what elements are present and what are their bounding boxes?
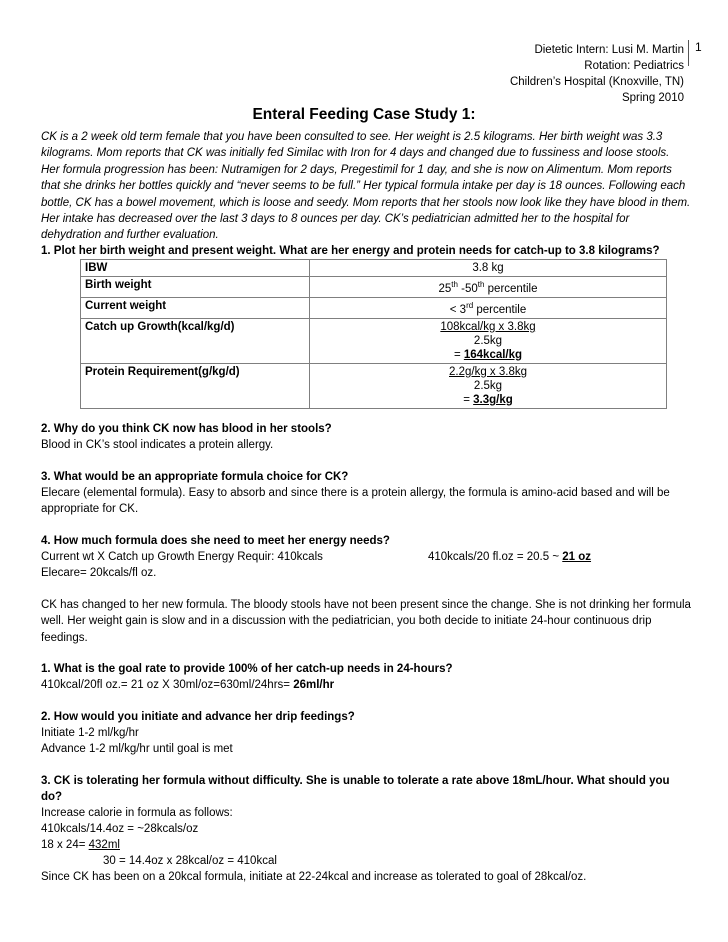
header-hospital: Children’s Hospital (Knoxville, TN)	[509, 76, 684, 88]
answer-goal-rate-text: 410kcal/20fl oz.= 21 oz X 30ml/oz=630ml/24hrs=	[41, 679, 294, 691]
answer-4-result	[428, 549, 591, 565]
answer-goal-rate	[41, 677, 334, 693]
answer-tolerance-calc-1: 410kcals/14.4oz = ~28kcals/oz	[41, 823, 199, 835]
answer-tolerance-calc-3: 30 = 14.4oz x 28kcal/oz = 410kcal	[103, 855, 277, 867]
current-weight-value	[310, 297, 667, 318]
birth-weight-value	[310, 277, 667, 298]
protein-result-value: 3.3g/kg	[473, 393, 513, 406]
answer-3: Elecare (elemental formula). Easy to absorb and since there is a protein allergy, the formula is amino-acid based and will be appropriate for CK.	[41, 487, 670, 516]
birth-weight-sup: th	[451, 280, 458, 289]
birth-weight-label: Birth weight	[81, 277, 310, 298]
answer-4-result-text: 410kcals/20 fl.oz = 20.5 ~	[428, 551, 563, 563]
question-goal-rate: 1. What is the goal rate to provide 100% of her catch-up needs in 24-hours?	[41, 663, 453, 675]
answer-tolerance-calc-2	[41, 837, 120, 853]
question-4: 4. How much formula does she need to meet her energy needs?	[41, 535, 390, 547]
table-row	[81, 363, 667, 408]
answer-tolerance-calc-2-value: 432ml	[88, 839, 120, 851]
catchup-growth-value	[310, 318, 667, 363]
answer-initiate: Initiate 1-2 ml/kg/hr	[41, 727, 139, 739]
table-row	[81, 297, 667, 318]
birth-weight-text: percentile	[484, 282, 538, 295]
birth-weight-sup: th	[477, 280, 485, 289]
question-2: 2. Why do you think CK now has blood in her stools?	[41, 423, 332, 435]
answer-tolerance-intro: Increase calorie in formula as follows:	[41, 807, 233, 819]
catchup-denominator: 2.5kg	[473, 334, 503, 347]
case-update: CK has changed to her new formula. The bloody stools have not been present since the change. She is not drinking her formula well. Her weight gain is slow and in a discussion with the pediatrician, you both decide to initiate 24-hour continuous drip feedings.	[41, 599, 691, 644]
current-weight-text: percentile	[473, 303, 527, 316]
case-description: CK is a 2 week old term female that you have been consulted to see. Her weight is 2.5 kilograms. Her birth weight was 3.3 kilograms. Mom reports that CK was initially fed Similac with Iron for 4 days and changed due to fussiness and loose stools. Her formula progression has been: Nutramigen for 2 days, Pregestimil for 1 day, and she is now on Alimentum. Mom reports that she drinks her bottles quickly and “never seems to be full.” Her typical formula intake per day is 18 ounces. Following each bottle, CK has a bowel movement, which is loose and seedy. Mom reports that her stools now look like they have blood in them. Her intake has decreased over the last 3 days to 8 ounces per day. CK’s pediatrician admitted her to the hospital for dehydration and further evaluation.	[41, 131, 691, 242]
header-term: Spring 2010	[621, 92, 684, 104]
answer-4-result-value: 21 oz	[562, 551, 592, 563]
answer-advance: Advance 1-2 ml/kg/hr until goal is met	[41, 743, 233, 755]
protein-numerator: 2.2g/kg x 3.8kg	[449, 365, 527, 378]
birth-weight-text: -50	[457, 282, 478, 295]
table-row	[81, 277, 667, 298]
protein-requirement-value	[310, 363, 667, 408]
answer-4-formula-density: Elecare= 20kcals/fl oz.	[41, 567, 157, 579]
answer-tolerance-calc-2-text: 18 x 24=	[41, 839, 89, 851]
current-weight-text: < 3	[449, 303, 467, 316]
current-weight-sup: rd	[466, 300, 474, 310]
page-number: 1	[688, 40, 702, 66]
catchup-result	[314, 348, 662, 362]
catchup-result-value: 164kcal/kg	[463, 348, 523, 361]
answer-4-calculation: Current wt X Catch up Growth Energy Requir: 410kcals	[41, 551, 323, 563]
question-3: 3. What would be an appropriate formula choice for CK?	[41, 471, 349, 483]
protein-requirement-label: Protein Requirement(g/kg/d)	[81, 363, 310, 408]
protein-denominator: 2.5kg	[473, 379, 503, 392]
question-1: 1. Plot her birth weight and present weight. What are her energy and protein needs for catch-up to 3.8 kilograms?	[41, 245, 660, 257]
answer-tolerance-plan: Since CK has been on a 20kcal formula, initiate at 22-24kcal and increase as tolerated to goal of 28kcal/oz.	[41, 871, 587, 883]
ibw-value: 3.8 kg	[310, 260, 667, 277]
assessment-table	[80, 259, 667, 409]
protein-equals: =	[463, 393, 474, 406]
catchup-growth-label: Catch up Growth(kcal/kg/d)	[81, 318, 310, 363]
document-title: Enteral Feeding Case Study 1:	[252, 106, 476, 123]
table-row	[81, 260, 667, 277]
birth-weight-text: 25	[438, 282, 452, 295]
answer-goal-rate-value: 26ml/hr	[293, 679, 335, 691]
current-weight-label: Current weight	[81, 297, 310, 318]
ibw-label: IBW	[81, 260, 310, 277]
question-initiate-feeding: 2. How would you initiate and advance her drip feedings?	[41, 711, 355, 723]
answer-2: Blood in CK’s stool indicates a protein allergy.	[41, 439, 274, 451]
catchup-numerator: 108kcal/kg x 3.8kg	[440, 320, 536, 333]
catchup-equals: =	[453, 348, 464, 361]
protein-result	[314, 393, 662, 407]
question-tolerance: 3. CK is tolerating her formula without difficulty. She is unable to tolerate a rate above 18mL/hour. What should you do?	[41, 775, 670, 804]
header-intern-name: Dietetic Intern: Lusi M. Martin	[534, 44, 684, 56]
header-rotation: Rotation: Pediatrics	[584, 60, 684, 72]
table-row	[81, 318, 667, 363]
